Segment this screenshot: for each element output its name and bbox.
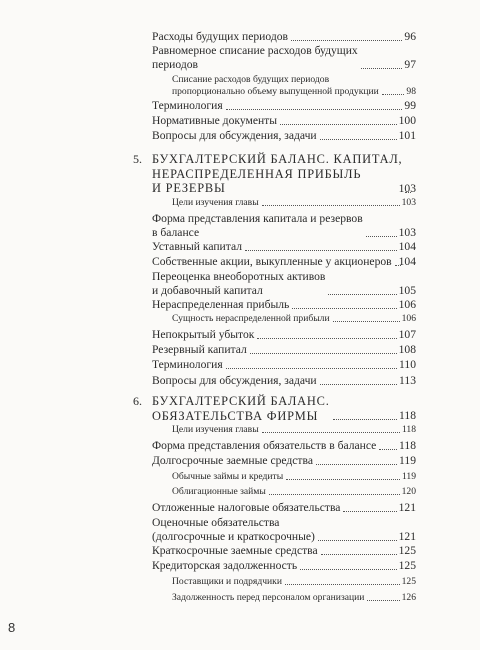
entry-page-number: 118 [401,424,416,435]
dot-leader [262,205,400,206]
toc-entry [152,559,416,573]
entry-title-line: Вопросы для обсуждения, задачи [152,129,317,142]
entry-title-line: Цели изучения главы [172,197,259,208]
entry-title-line: Собственные акции, выкупленные у акционеров [152,255,392,268]
entry-title-line: в балансе [152,226,200,239]
toc-entry [152,99,416,113]
entry-page-number: 125 [398,559,416,572]
entry-title-line: Списание расходов будущих периодов [172,74,330,85]
entry-page-number: 97 [404,58,416,71]
toc-entry [152,328,416,342]
entry-page-number: 101 [398,129,416,142]
toc-entry [152,358,416,372]
toc-subentry [172,486,416,498]
toc-entry [152,343,416,357]
dot-leader [318,540,397,541]
toc-entry [152,454,416,468]
entry-title-line: Кредиторская задолженность [152,559,298,572]
toc-entry [152,44,416,72]
entry-title-line: и добавочный капитал [152,284,263,297]
chapter-number: 5. [133,152,142,166]
toc-entry [152,516,416,544]
toc-entry [152,114,416,128]
toc-entry [152,298,416,312]
entry-title-line: Поставщики и подрядчики [172,576,282,587]
toc-entry [152,212,416,240]
entry-page-number: 119 [401,471,416,482]
dot-leader [245,250,397,251]
entry-title-line: Непокрытый убыток [152,328,255,341]
entry-title-line: Форма представления обязательств в балансе [152,439,377,452]
chapter-title-line: БУХГАЛТЕРСКИЙ БАЛАНС. [152,394,330,408]
dot-leader [262,432,400,433]
entry-title-line: Вопросы для обсуждения, задачи [152,374,317,387]
entry-page-number: 125 [398,544,416,557]
dot-leader [343,511,396,512]
entry-page-number: 96 [404,30,416,43]
dot-leader [285,584,400,585]
entry-title-line: Отложенные налоговые обязательства [152,501,341,514]
chapter-title-line: НЕРАСПРЕДЕЛЕННАЯ ПРИБЫЛЬ [152,166,362,181]
toc-subentry [172,197,416,209]
entry-page-number: 125 [401,576,416,587]
dot-leader [250,353,397,354]
chapter-title-line: БУХГАЛТЕРСКИЙ БАЛАНС. КАПИТАЛ, [152,152,403,166]
entry-title-line: Равномерное списание расходов будущих [152,44,358,57]
entry-title-line: (долгосрочные и краткосрочные) [152,530,315,543]
entry-title-line: Задолженность перед персоналом организации [172,592,365,603]
entry-title-line: периодов [152,58,198,71]
entry-title-line: Форма представления капитала и резервов [152,212,363,225]
chapter-number: 6. [133,394,142,408]
dot-leader [367,600,399,601]
toc-entry [152,439,416,453]
dot-leader [286,479,400,480]
toc-subentry [172,424,416,436]
entry-page-number: 106 [398,298,416,311]
entry-page-number: 106 [401,313,416,324]
entry-title-line: Терминология [152,99,223,112]
toc-entry [152,501,416,515]
toc-entry [152,129,416,143]
page-number: 8 [8,620,16,635]
dot-leader [382,94,405,95]
entry-page-number: 120 [401,486,416,497]
entry-page-number: 99 [404,99,416,112]
toc-subentry [172,576,416,588]
entry-title-line: Переоценка внеоборотных активов [152,270,326,283]
dot-leader [379,449,397,450]
dot-leader [361,68,403,69]
dot-leader [226,368,397,369]
entry-page-number: 126 [401,592,416,603]
entry-page-number: 110 [399,358,416,371]
dot-leader [226,109,403,110]
entry-page-number: 103 [401,197,416,208]
toc-entry [152,30,416,44]
entry-page-number: 103 [398,226,416,239]
entry-page-number: 98 [406,86,416,97]
dot-leader [366,236,397,237]
toc-subentry [172,471,416,483]
dot-leader [320,139,397,140]
dot-leader [328,294,396,295]
dot-leader [321,554,397,555]
entry-page-number: 104 [398,255,416,268]
entry-title-line: Нормативные документы [152,114,278,127]
entry-page-number: 121 [398,501,416,514]
dot-leader [257,338,396,339]
entry-page-number: 105 [398,284,416,297]
entry-title-line: Цели изучения главы [172,424,259,435]
dot-leader [291,40,402,41]
entry-page-number: 113 [399,374,416,387]
toc-entry [152,255,416,269]
entry-page-number: 100 [398,114,416,127]
entry-page-number: 104 [398,240,416,253]
entry-title-line: Нераспределенная прибыль [152,298,290,311]
chapter-title-line: И РЕЗЕРВЫ [152,181,226,195]
entry-page-number: 118 [399,439,416,452]
entry-page-number: 107 [398,328,416,341]
entry-title-line: Уставный капитал [152,240,242,253]
entry-page-number: 119 [399,454,416,467]
entry-title-line: Сущность нераспределенной прибыли [172,313,330,324]
dot-leader [320,384,397,385]
entry-title-line: Долгосрочные заемные средства [152,454,313,467]
toc-entry [152,240,416,254]
toc-entry [152,544,416,558]
dot-leader [300,569,396,570]
entry-page-number: 118 [399,409,416,422]
toc-entry [152,270,416,298]
entry-title-line: Краткосрочные заемные средства [152,544,318,557]
entry-title-line: Расходы будущих периодов [152,30,289,43]
toc-subentry [172,313,416,325]
entry-title-line: Оценочные обязательства [152,516,280,529]
dot-leader [280,124,397,125]
dot-leader [333,419,397,420]
dot-leader [316,464,397,465]
entry-page-number: 121 [398,530,416,543]
entry-title-line: Обычные займы и кредиты [172,471,284,482]
entry-title-line: пропорционально объему выпущенной продукции [172,86,379,97]
chapter-title-line: ОБЯЗАТЕЛЬСТВА ФИРМЫ [152,408,319,423]
entry-title-line: Резервный капитал [152,343,247,356]
entry-title-line: Терминология [152,358,223,371]
dot-leader [269,494,400,495]
dot-leader [292,308,396,309]
dot-leader [333,321,400,322]
toc-entry [152,374,416,388]
toc-chapter [152,152,416,196]
toc-chapter [152,394,416,423]
toc-subentry [172,74,416,98]
entry-title-line: Облигационные займы [172,486,266,497]
entry-page-number: 108 [398,343,416,356]
toc-subentry [172,592,416,604]
entry-page-number: 103 [398,181,416,195]
